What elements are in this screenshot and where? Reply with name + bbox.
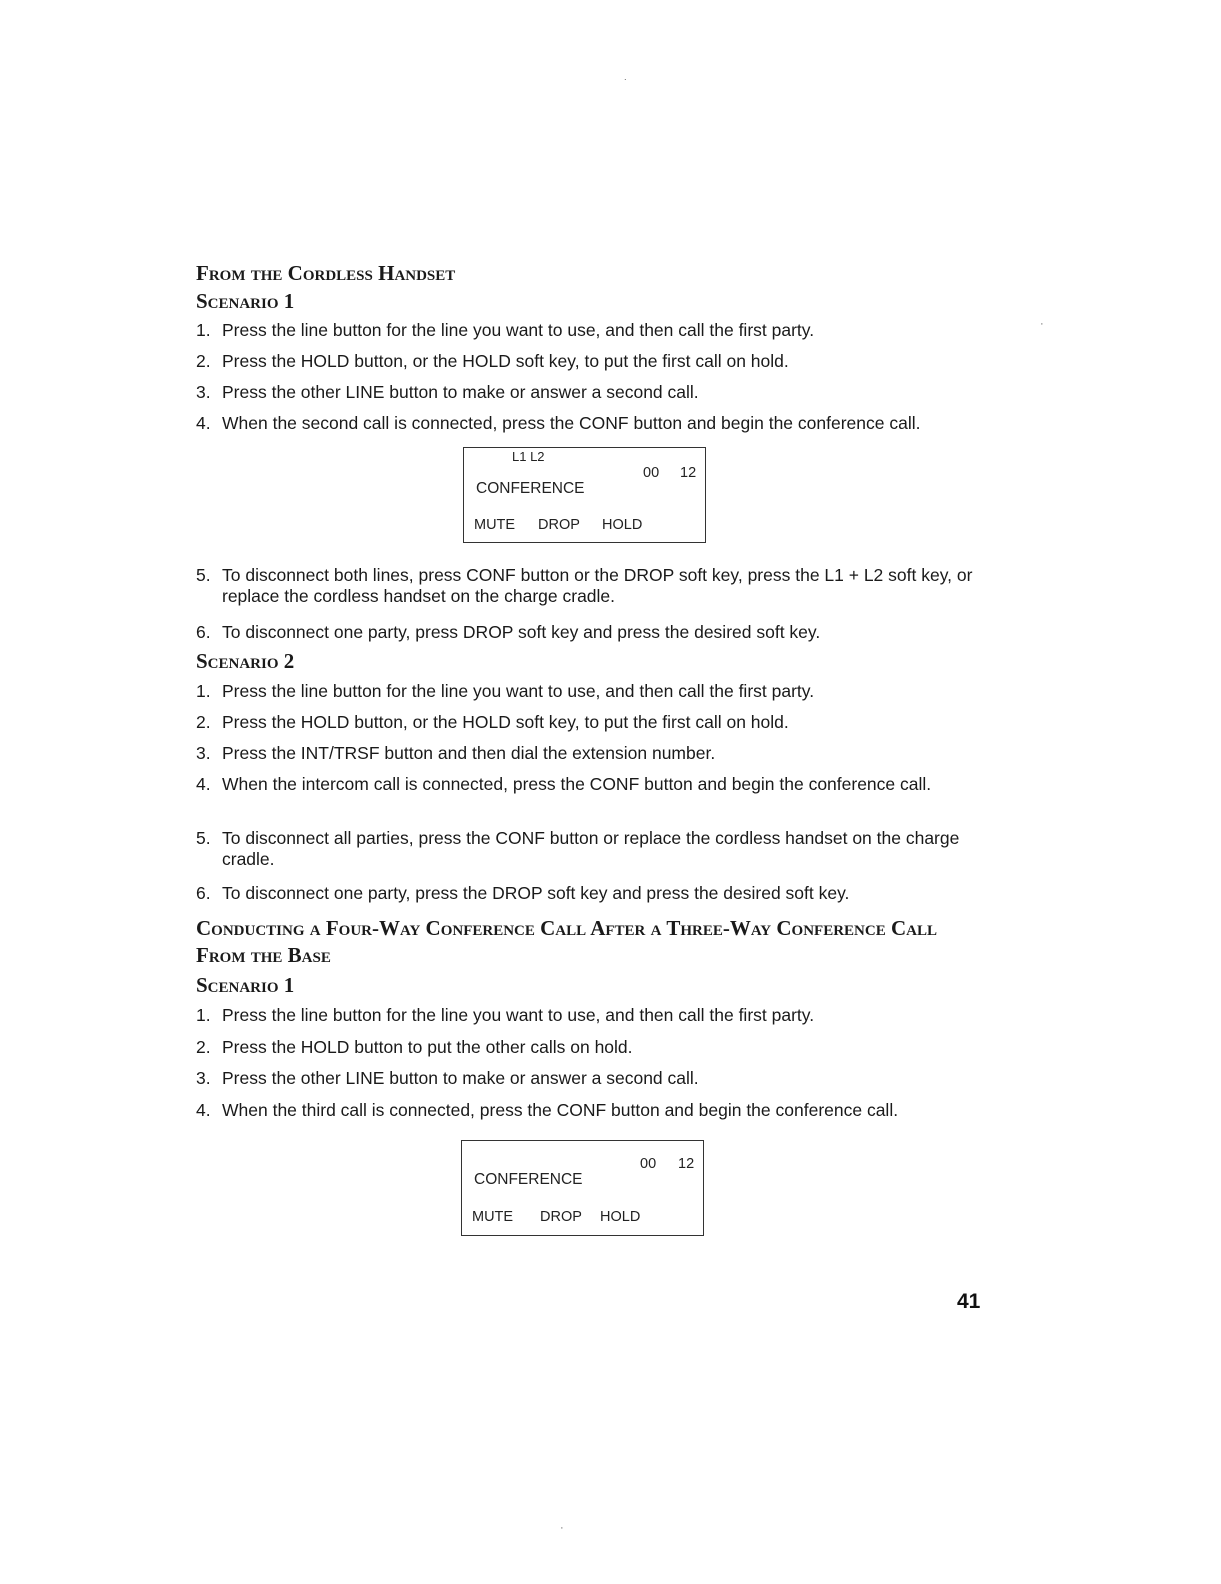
list-item [196,382,986,403]
list-item [196,320,986,341]
step-number: 4. [196,1100,211,1120]
step-text: When the second call is connected, press the CONF button and begin the conference call. [222,413,921,433]
section-heading: Conducting a Four-Way Conference Call After a Three-Way Conference Call [196,916,937,940]
softkey-hold: HOLD [600,1209,641,1225]
step-text: To disconnect both lines, press CONF button or the DROP soft key, press the L1 + L2 soft key, or replace the cordless handset on the charge cradle. [222,565,973,606]
step-number: 3. [196,1068,211,1088]
step-text: Press the HOLD button to put the other calls on hold. [222,1037,633,1057]
list-item [196,828,986,870]
scenario-title: Scenario 1 [196,289,295,313]
step-text: When the third call is connected, press the CONF button and begin the conference call. [222,1100,899,1120]
list-item [196,1005,986,1026]
step-text: To disconnect all parties, press the CONF button or replace the cordless handset on the charge cradle. [222,828,960,869]
softkey-drop: DROP [540,1209,582,1225]
step-number: 1. [196,681,211,701]
step-number: 6. [196,883,211,903]
step-number: 2. [196,351,211,371]
step-text: Press the other LINE button to make or answer a second call. [222,1068,699,1088]
softkey-hold: HOLD [602,517,643,533]
page-number: 41 [957,1290,981,1313]
softkey-mute: MUTE [474,517,516,533]
step-number: 2. [196,1037,211,1057]
call-timer-seconds: 12 [678,1156,695,1172]
softkey-drop: DROP [538,517,580,533]
display-status: CONFERENCE [474,1171,583,1188]
list-item [196,774,986,795]
list-item [196,743,986,764]
step-text: When the intercom call is connected, press the CONF button and begin the conference call. [222,774,932,794]
step-text: To disconnect one party, press the DROP soft key and press the desired soft key. [222,883,850,903]
list-item [196,883,986,904]
list-item [196,351,986,372]
lcd-display [461,1140,704,1236]
step-number: 5. [196,828,211,848]
list-item [196,413,986,434]
lcd-display [463,447,706,543]
step-text: Press the HOLD button, or the HOLD soft key, to put the first call on hold. [222,712,789,732]
step-number: 1. [196,320,211,340]
list-item [196,712,986,733]
section-heading: From the Cordless Handset [196,261,456,285]
step-number: 3. [196,743,211,763]
scan-speck: · [560,1522,564,1534]
call-timer-minutes: 00 [643,465,660,481]
line-indicator: L1 L2 [512,449,545,464]
scan-speck: · [1040,318,1044,330]
call-timer-seconds: 12 [680,465,697,481]
display-status: CONFERENCE [476,480,585,497]
step-text: Press the INT/TRSF button and then dial the extension number. [222,743,716,763]
list-item [196,1100,986,1121]
list-item [196,1068,986,1089]
step-text: Press the line button for the line you want to use, and then call the first party. [222,320,815,340]
list-item [196,1037,986,1058]
step-text: Press the line button for the line you want to use, and then call the first party. [222,681,815,701]
step-number: 5. [196,565,211,585]
step-number: 1. [196,1005,211,1025]
scan-speck: ˙ [624,78,628,90]
list-item [196,681,986,702]
step-number: 2. [196,712,211,732]
softkey-mute: MUTE [472,1209,514,1225]
step-text: Press the other LINE button to make or answer a second call. [222,382,699,402]
step-number: 4. [196,413,211,433]
step-number: 4. [196,774,211,794]
step-number: 6. [196,622,211,642]
step-number: 3. [196,382,211,402]
section-subheading: From the Base [196,943,331,967]
step-text: Press the HOLD button, or the HOLD soft key, to put the first call on hold. [222,351,789,371]
scenario-title: Scenario 1 [196,973,295,997]
step-text: Press the line button for the line you want to use, and then call the first party. [222,1005,815,1025]
list-item [196,565,986,607]
list-item [196,622,986,643]
step-text: To disconnect one party, press DROP soft key and press the desired soft key. [222,622,821,642]
scenario-title: Scenario 2 [196,649,295,673]
call-timer-minutes: 00 [640,1156,657,1172]
